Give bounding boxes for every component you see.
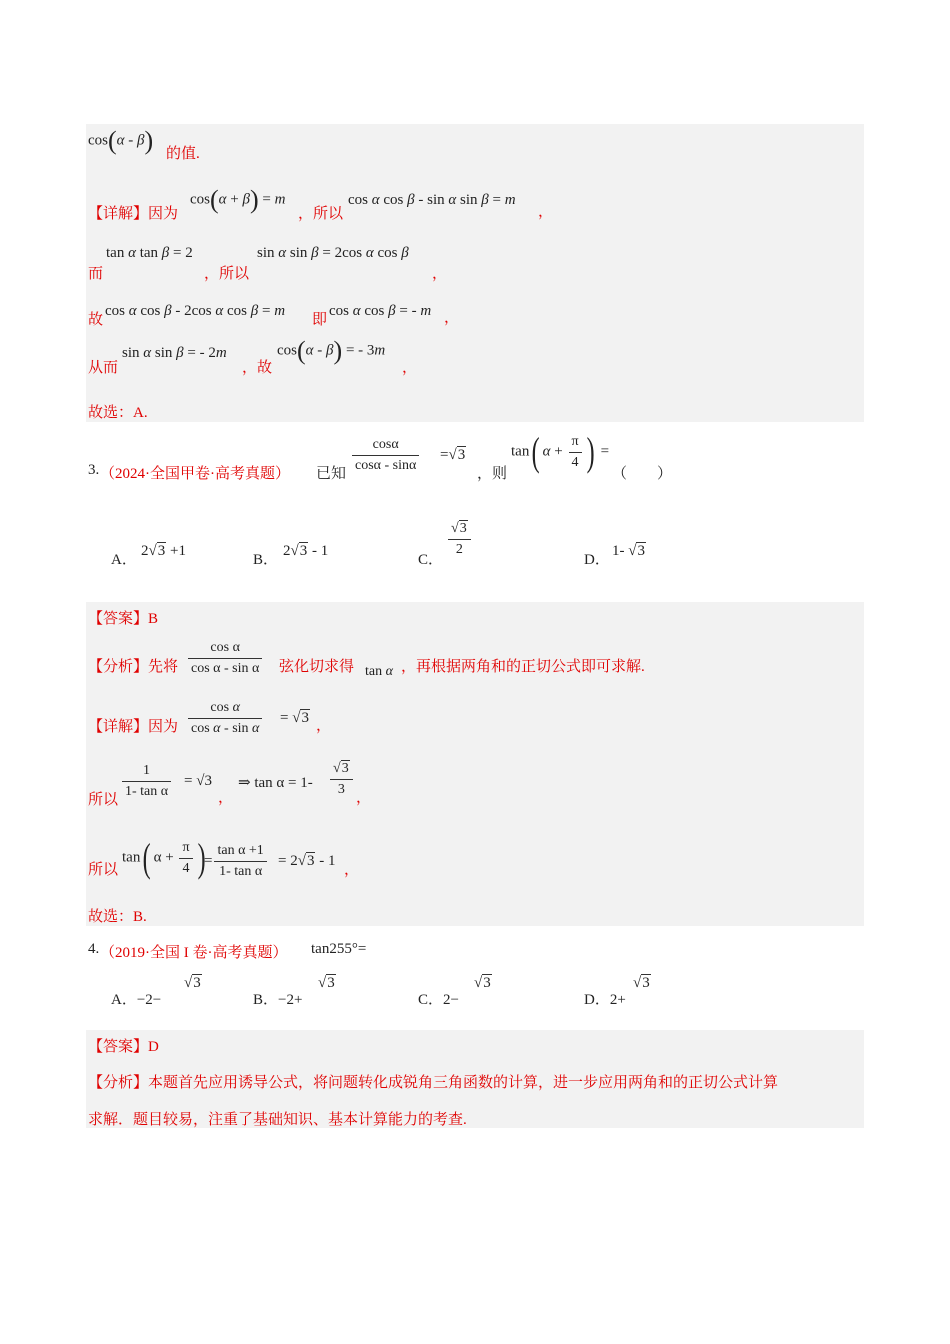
step1-fraction: $\frac{1}{\text{1- tan α}}$ bbox=[120, 762, 173, 801]
solution-band-q2 bbox=[86, 124, 864, 422]
eq-ji: cos α cos β = - m bbox=[329, 303, 432, 319]
option-4b-root: √3 bbox=[318, 975, 335, 991]
question-3-ze: ，则 bbox=[477, 466, 508, 482]
analysis-end-q3: ，再根据两角和的正切公式即可求解. bbox=[401, 659, 645, 675]
question-4-stem: tan255°= bbox=[311, 941, 367, 957]
so-text-1: ，所以 bbox=[298, 206, 344, 222]
eq-gu: cos α cos β - 2cos α cos β = m bbox=[105, 303, 286, 319]
step1-comma-2: ， bbox=[356, 790, 372, 806]
step1-arrow: ⇒ tan α = 1- bbox=[238, 775, 313, 791]
comma-4: ， bbox=[402, 360, 418, 376]
analysis-tan-q3: tan α bbox=[365, 664, 393, 679]
eq-expand: cos α cos β - sin α sin β = m bbox=[348, 192, 516, 208]
question-3-given-rhs: =√3 bbox=[440, 447, 466, 463]
analysis-fraction-q3: $\frac{\text{cos α}}{\text{cos α - sin α}}$ bbox=[186, 639, 264, 678]
cos-alpha-minus-beta: cos(α - β) bbox=[88, 126, 154, 155]
question-3-blank: （ ） bbox=[612, 466, 673, 482]
option-3b-value: 2√3 - 1 bbox=[283, 543, 329, 559]
analysis-label-q3: 【分析】先将 bbox=[88, 659, 179, 675]
analysis-q4-line1: 【分析】本题首先应用诱导公式，将问题转化成锐角三角函数的计算，进一步应用两角和的正切公式计算 bbox=[88, 1075, 779, 1091]
eq-tan-product: tan α tan β = 2 bbox=[106, 245, 193, 261]
comma-3: ， bbox=[444, 310, 460, 326]
option-3c-value: $\frac{√3}{2}$ bbox=[446, 520, 473, 559]
question-3-source: （2024·全国甲卷·高考真题） bbox=[100, 466, 290, 482]
option-3a-value: 2√3 +1 bbox=[141, 543, 186, 559]
answer-label-q4: 【答案】D bbox=[88, 1039, 159, 1055]
analysis-mid-q3: 弦化切求得 bbox=[279, 659, 355, 675]
step2-lhs: tan( α + $\frac{\pi}{4}$ ) bbox=[122, 835, 206, 880]
question-4-source: （2019·全国 I 卷·高考真题） bbox=[100, 945, 288, 961]
gu-text: 故 bbox=[88, 312, 104, 328]
so-label-q3-2: 所以 bbox=[88, 862, 119, 878]
congeer-text: 从而 bbox=[88, 360, 119, 376]
step1-comma: ， bbox=[218, 790, 234, 806]
option-4d-root: √3 bbox=[633, 975, 650, 991]
option-4c-root: √3 bbox=[474, 975, 491, 991]
option-4b[interactable]: B．−2+ bbox=[253, 992, 303, 1008]
answer-label-q3: 【答案】B bbox=[88, 611, 159, 627]
comma-1: ， bbox=[538, 204, 554, 220]
step1-result-fraction: $\frac{√3}{3}$ bbox=[328, 760, 355, 799]
comma-2: ， bbox=[432, 266, 448, 282]
option-4a-root: √3 bbox=[184, 975, 201, 991]
eq-sin-product: sin α sin β = 2cos α cos β bbox=[257, 245, 409, 261]
question-3-tan-expr: tan( α + $\frac{\pi}{4}$ ) = bbox=[511, 429, 610, 474]
question-3-given-fraction: $\frac{\cos\alpha}{\cos\alpha - \sin\alpha}$ bbox=[350, 436, 421, 475]
step2-rhs: = 2√3 - 1 bbox=[278, 853, 336, 869]
option-3d[interactable]: D． bbox=[584, 552, 610, 568]
step2-comma: ， bbox=[344, 862, 360, 878]
step2-fraction: = $\frac{\text{tan α +1}}{\text{1- tan α}}$ bbox=[204, 842, 269, 881]
er-text: 而 bbox=[88, 266, 104, 282]
ji-text: 即 bbox=[312, 312, 328, 328]
analysis-q4-line2: 求解．题目较易，注重了基础知识、基本计算能力的考查. bbox=[88, 1112, 467, 1128]
option-3d-value: 1- √3 bbox=[612, 543, 645, 559]
eq-gu2: cos(α - β) = - 3m bbox=[277, 336, 386, 365]
answer-q3: 故选：B. bbox=[88, 909, 147, 925]
detail-fraction-q3: $\frac{\text{cos α}}{\text{cos α - sin α}}$ bbox=[186, 699, 264, 738]
answer-q2: 故选：A. bbox=[88, 405, 148, 421]
line1-text: 的值. bbox=[166, 146, 200, 162]
so-label-q3-1: 所以 bbox=[88, 792, 119, 808]
option-4c[interactable]: C．2− bbox=[418, 992, 459, 1008]
question-4-number: 4. bbox=[88, 941, 100, 957]
so-text-2: ，所以 bbox=[204, 266, 250, 282]
eq-cong: sin α sin β = - 2m bbox=[122, 345, 227, 361]
gu2-text: ，故 bbox=[242, 360, 273, 376]
detail-comma-q3: ， bbox=[316, 718, 332, 734]
option-3b[interactable]: B． bbox=[253, 552, 279, 568]
option-3a[interactable]: A． bbox=[111, 552, 137, 568]
detail-label-q2: 【详解】因为 bbox=[88, 206, 179, 222]
question-3-known: 已知 bbox=[316, 466, 347, 482]
option-4a[interactable]: A．−2− bbox=[111, 992, 162, 1008]
detail-label-q3: 【详解】因为 bbox=[88, 719, 179, 735]
question-3-number: 3. bbox=[88, 462, 100, 478]
step1-rhs: = √3 bbox=[184, 773, 212, 789]
eq-cos-sum: cos(α + β) = m bbox=[190, 185, 286, 214]
option-3c[interactable]: C． bbox=[418, 552, 444, 568]
option-4d[interactable]: D．2+ bbox=[584, 992, 626, 1008]
detail-rhs-q3: = √3 bbox=[280, 710, 309, 726]
